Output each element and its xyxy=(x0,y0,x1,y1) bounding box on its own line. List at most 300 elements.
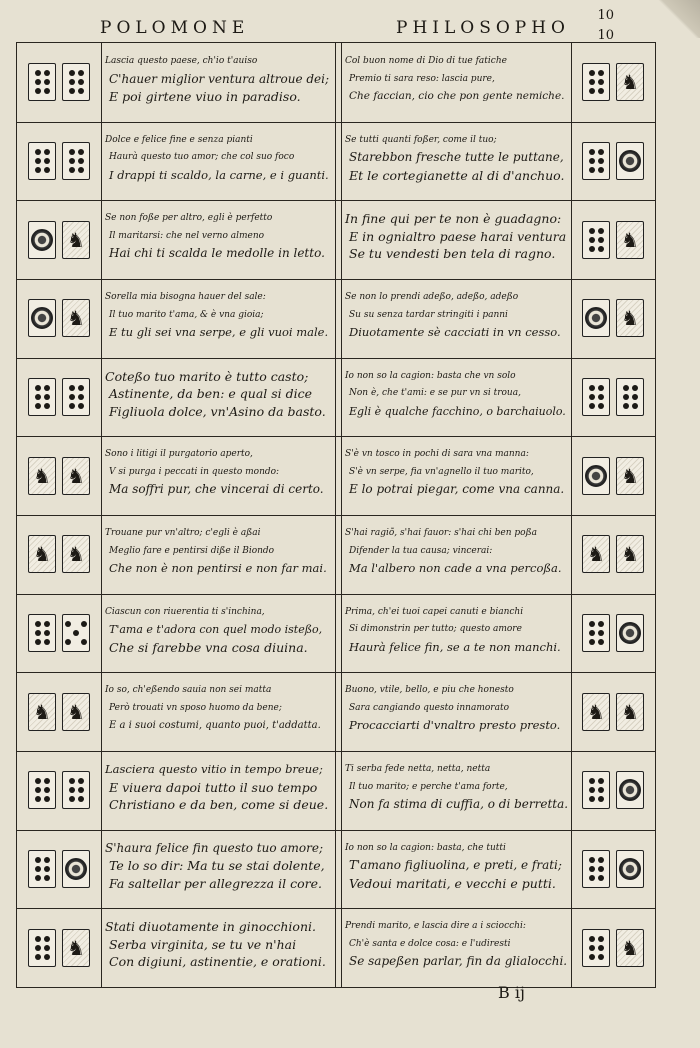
right-stanza xyxy=(345,132,564,185)
verse-line: Che non è non pentirsi e non far mai. xyxy=(109,561,327,575)
verse-line: S'hai ragiõ, s'hai fauor: s'hai chi ben poßa xyxy=(345,528,537,538)
pip xyxy=(589,954,595,960)
pip xyxy=(78,796,84,802)
pip xyxy=(35,954,41,960)
pip xyxy=(44,403,50,409)
right-stanza xyxy=(345,289,561,342)
right-stanza xyxy=(345,368,566,421)
pip xyxy=(589,70,595,76)
row-rule xyxy=(17,751,655,752)
verse-line: Et le cortegianette al di d'anchuo. xyxy=(349,167,565,183)
pip xyxy=(35,630,41,636)
pip xyxy=(44,866,50,872)
verse-line: Con digiuni, astinentie, e orationi. xyxy=(109,954,326,970)
verse-line: E viuera dapoi tutto il suo tempo xyxy=(109,779,318,795)
verse-line: In fine qui per te non è guadagno: xyxy=(345,211,562,227)
left-stanza xyxy=(105,368,326,421)
pip xyxy=(623,394,629,400)
right-lot-cell xyxy=(571,200,655,279)
right-lot-cell xyxy=(571,908,655,987)
running-header xyxy=(100,14,570,42)
pip xyxy=(78,403,84,409)
row-rule xyxy=(17,122,655,123)
pip xyxy=(598,228,604,234)
verse-line: S'è vn serpe, fia vn'agnello il tuo marito, xyxy=(349,466,534,477)
pip xyxy=(598,246,604,252)
right-lot-cell xyxy=(571,594,655,673)
verse-line: Diuotamente sè cacciati in vn cesso. xyxy=(349,325,561,339)
dice-icon xyxy=(616,378,644,416)
dice-icon xyxy=(582,614,610,652)
verse-line: Se non lo prendi adeßo, adeßo, adeßo xyxy=(345,292,519,302)
dice-icon xyxy=(28,142,56,180)
pip xyxy=(69,385,75,391)
figure-glyph: ♞ xyxy=(621,306,639,331)
figure-icon xyxy=(62,693,90,731)
dice-icon xyxy=(62,142,90,180)
pip xyxy=(589,403,595,409)
verse-line: Se tutti quanti foßer, come il tuo; xyxy=(345,134,497,145)
pip xyxy=(78,158,84,164)
coin-disc xyxy=(31,307,53,329)
coin-icon xyxy=(582,457,610,495)
right-lot-cell xyxy=(571,122,655,201)
dice-icon xyxy=(582,850,610,888)
pip xyxy=(35,79,41,85)
coin-disc xyxy=(585,307,607,329)
right-stanza xyxy=(345,761,568,814)
pip xyxy=(598,167,604,173)
pip xyxy=(589,866,595,872)
right-lot-cell xyxy=(571,672,655,751)
pip xyxy=(623,403,629,409)
pip xyxy=(632,403,638,409)
dice-icon xyxy=(582,142,610,180)
pip xyxy=(598,79,604,85)
pip xyxy=(35,88,41,94)
pip xyxy=(69,787,75,793)
figure-icon xyxy=(616,457,644,495)
pip xyxy=(589,88,595,94)
pip xyxy=(35,403,41,409)
left-lot-cell xyxy=(17,672,101,751)
pip xyxy=(44,787,50,793)
verse-line: Col buon nome di Dio di tue fatiche xyxy=(345,56,507,66)
left-stanza xyxy=(105,289,328,342)
figure-glyph: ♞ xyxy=(621,699,639,724)
right-stanza xyxy=(345,918,567,971)
verse-line: E lo potrai piegar, come vna canna. xyxy=(349,482,565,497)
figure-glyph: ♞ xyxy=(67,935,85,960)
left-lot-cell xyxy=(17,43,101,122)
dice-icon xyxy=(582,221,610,259)
verse-line: Se sapeßen parlar, fin da glialocchi. xyxy=(349,954,568,969)
dice-icon xyxy=(62,771,90,809)
left-lot-cell xyxy=(17,515,101,594)
verse-line: Buono, vtile, bello, e piu che honesto xyxy=(345,685,514,696)
verse-line: Ma l'albero non cade a vna percoßa. xyxy=(349,561,562,575)
pip xyxy=(81,639,87,645)
pip xyxy=(598,945,604,951)
figure-icon xyxy=(616,535,644,573)
pip xyxy=(598,630,604,636)
pip xyxy=(623,385,629,391)
pip xyxy=(598,787,604,793)
coin-icon xyxy=(582,299,610,337)
pip xyxy=(589,621,595,627)
figure-glyph: ♞ xyxy=(33,542,51,567)
figure-icon xyxy=(582,535,610,573)
coin-icon xyxy=(28,221,56,259)
right-lot-cell xyxy=(571,436,655,515)
verse-line: Sorella mia bisogna hauer del sale: xyxy=(105,292,266,302)
verse-line: Meglio fare e pentirsi diße il Biondo xyxy=(109,545,275,556)
pip xyxy=(35,394,41,400)
pip xyxy=(35,778,41,784)
pip xyxy=(35,158,41,164)
pip xyxy=(598,158,604,164)
pip xyxy=(73,630,79,636)
coin-icon xyxy=(616,142,644,180)
figure-icon xyxy=(616,299,644,337)
verse-line: Però trouati vn sposo huomo da bene; xyxy=(109,702,282,713)
verse-line: Il tuo marito t'ama, & è vna gioia; xyxy=(109,309,264,320)
verse-line: S'haura felice fin questo tuo amore; xyxy=(105,840,323,855)
figure-icon xyxy=(616,929,644,967)
left-stanza xyxy=(105,918,326,971)
pip xyxy=(35,787,41,793)
pip xyxy=(69,394,75,400)
pip xyxy=(44,954,50,960)
pip xyxy=(69,158,75,164)
pip xyxy=(589,149,595,155)
pip xyxy=(69,778,75,784)
pip xyxy=(78,787,84,793)
pip xyxy=(589,945,595,951)
figure-icon xyxy=(62,457,90,495)
verse-line: Ma soffri pur, che vincerai di certo. xyxy=(109,482,324,497)
dice-icon xyxy=(28,771,56,809)
verse-line: Che si farebbe vna cosa diuina. xyxy=(109,639,308,655)
row-rule xyxy=(17,594,655,595)
verse-line: T'ama e t'adora con quel modo isteßo, xyxy=(109,623,323,637)
page-curl xyxy=(654,0,700,38)
dice-icon xyxy=(62,614,90,652)
pip xyxy=(78,167,84,173)
pip xyxy=(589,857,595,863)
pip xyxy=(69,88,75,94)
pip xyxy=(44,88,50,94)
pip xyxy=(589,237,595,243)
verse-line: Il tuo marito; e perche t'ama forte, xyxy=(349,781,508,792)
left-lot-cell xyxy=(17,358,101,437)
dice-icon xyxy=(62,63,90,101)
verse-line: Fa saltellar per allegrezza il core. xyxy=(109,875,322,891)
coin-disc xyxy=(619,622,641,644)
pip xyxy=(598,403,604,409)
pip xyxy=(598,866,604,872)
right-lot-cell xyxy=(571,43,655,122)
dice-icon xyxy=(28,850,56,888)
pip xyxy=(598,954,604,960)
dice-icon xyxy=(582,771,610,809)
verse-table xyxy=(16,42,656,988)
pip xyxy=(69,79,75,85)
pip xyxy=(81,621,87,627)
pip xyxy=(65,639,71,645)
left-stanza xyxy=(105,840,325,893)
left-stanza xyxy=(105,604,322,657)
left-lot-cell xyxy=(17,122,101,201)
verse-line: E in ognialtro paese harai ventura xyxy=(349,228,567,244)
verse-line: I drappi ti scaldo, la carne, e i guanti. xyxy=(109,167,329,182)
right-lot-cell xyxy=(571,279,655,358)
right-stanza xyxy=(345,840,562,893)
pip xyxy=(598,796,604,802)
verse-line: Lasciera questo vitio in tempo breue; xyxy=(105,762,323,776)
dice-icon xyxy=(28,614,56,652)
figure-glyph: ♞ xyxy=(587,542,605,567)
figure-icon xyxy=(616,693,644,731)
verse-line: Non fa stima di cuffia, o di berretta. xyxy=(349,797,569,811)
left-stanza xyxy=(105,761,328,814)
verse-line: Prendi marito, e lascia dire a i sciocchi: xyxy=(345,921,526,932)
right-stanza xyxy=(345,53,565,106)
verse-line: V si purga i peccati in questo mondo: xyxy=(109,466,280,477)
left-lot-cell xyxy=(17,436,101,515)
verse-line: C'hauer miglior ventura altroue dei; xyxy=(109,71,330,86)
right-stanza xyxy=(345,525,562,578)
pip xyxy=(598,149,604,155)
pip xyxy=(598,88,604,94)
verse-line: Ciascun con riuerentia ti s'inchina, xyxy=(105,606,265,617)
figure-icon xyxy=(616,221,644,259)
left-lot-cell xyxy=(17,830,101,909)
verse-line: Premio ti sara reso: lascia pure, xyxy=(349,73,495,84)
pip xyxy=(589,167,595,173)
coin-icon xyxy=(62,850,90,888)
verse-line: Dolce e felice fine e senza pianti xyxy=(105,134,253,145)
pip xyxy=(44,630,50,636)
verse-line: Io so, ch'eßendo sauia non sei matta xyxy=(105,685,272,696)
verse-line: Io non so la cagion: basta, che tutti xyxy=(345,842,506,853)
verse-line: Ch'è santa e dolce cosa: e l'udiresti xyxy=(349,938,511,949)
verse-line: S'è vn tosco in pochi di sara vna manna: xyxy=(345,449,529,460)
pip xyxy=(35,149,41,155)
verse-line: E a i suoi costumi, quanto puoi, t'addatta. xyxy=(109,720,321,732)
pip xyxy=(589,79,595,85)
coin-icon xyxy=(616,614,644,652)
figure-icon xyxy=(582,693,610,731)
pip xyxy=(35,70,41,76)
pip xyxy=(598,778,604,784)
pip xyxy=(35,875,41,881)
figure-icon xyxy=(28,457,56,495)
dice-icon xyxy=(582,929,610,967)
right-lot-cell xyxy=(571,515,655,594)
pip xyxy=(44,79,50,85)
verse-line: Sono i litigi il purgatorio aperto, xyxy=(105,449,253,460)
pip xyxy=(589,787,595,793)
pip xyxy=(598,639,604,645)
verse-line: Hai chi ti scalda le medolle in letto. xyxy=(109,246,325,261)
signature-mark: B ij xyxy=(498,983,525,1002)
verse-line: Che faccian, cio che pon gente nemiche. xyxy=(349,90,565,102)
verse-line: Starebbon fresche tutte le puttane, xyxy=(349,150,564,165)
pip xyxy=(44,158,50,164)
coin-disc xyxy=(619,150,641,172)
verse-line: Il maritarsi: che nel verno almeno xyxy=(109,230,265,241)
coin-disc xyxy=(65,858,87,880)
figure-glyph: ♞ xyxy=(621,542,639,567)
verse-line: Figliuola dolce, vn'Asino da basto. xyxy=(109,403,326,419)
pip xyxy=(44,778,50,784)
pip xyxy=(44,385,50,391)
right-lot-cell xyxy=(571,830,655,909)
verse-line: Haurà felice fin, se a te non manchi. xyxy=(349,639,561,654)
pip xyxy=(632,394,638,400)
verse-line: Christiano e da ben, come si deue. xyxy=(109,797,329,812)
verse-line: Te lo so dir: Ma tu se stai dolente, xyxy=(109,858,325,874)
verse-line: Difender la tua causa; vincerai: xyxy=(349,545,493,556)
right-stanza xyxy=(345,210,566,263)
pip xyxy=(44,796,50,802)
pip xyxy=(44,621,50,627)
verse-line: Haurà questo tuo amor; che col suo foco xyxy=(109,152,295,163)
verse-line: Coteßo tuo marito è tutto casto; xyxy=(105,368,309,384)
verse-line: Si dimonstrin per tutto; questo amore xyxy=(349,624,522,635)
left-stanza xyxy=(105,53,329,106)
figure-icon xyxy=(62,299,90,337)
row-rule xyxy=(17,908,655,909)
header-right: PHILOSOPHO xyxy=(396,18,570,38)
right-lot-cell xyxy=(571,358,655,437)
verse-line: T'amano figliuolina, e preti, e frati; xyxy=(349,858,562,873)
pip xyxy=(44,167,50,173)
dice-icon xyxy=(28,63,56,101)
figure-icon xyxy=(62,929,90,967)
left-lot-cell xyxy=(17,908,101,987)
pip xyxy=(589,639,595,645)
verse-line: Su su senza tardar stringiti i panni xyxy=(349,309,508,320)
figure-glyph: ♞ xyxy=(33,699,51,724)
pip xyxy=(35,621,41,627)
dice-icon xyxy=(582,378,610,416)
coin-icon xyxy=(616,771,644,809)
left-stanza xyxy=(105,446,324,499)
coin-disc xyxy=(619,779,641,801)
dice-icon xyxy=(582,63,610,101)
pip xyxy=(589,875,595,881)
figure-glyph: ♞ xyxy=(621,227,639,252)
pip xyxy=(598,70,604,76)
left-stanza xyxy=(105,132,329,185)
figure-glyph: ♞ xyxy=(67,227,85,252)
figure-icon xyxy=(28,693,56,731)
figure-icon xyxy=(62,221,90,259)
right-stanza xyxy=(345,604,561,657)
row-rule xyxy=(17,436,655,437)
verse-line: Procacciarti d'vnaltro presto presto. xyxy=(349,718,561,733)
pip xyxy=(35,866,41,872)
pip xyxy=(44,936,50,942)
pip xyxy=(35,796,41,802)
folio-number: 10 xyxy=(597,8,614,23)
figure-glyph: ♞ xyxy=(67,306,85,331)
figure-glyph: ♞ xyxy=(621,935,639,960)
folio-number-secondary: 10 xyxy=(597,28,614,43)
pip xyxy=(589,228,595,234)
pip xyxy=(589,246,595,252)
pip xyxy=(35,945,41,951)
pip xyxy=(78,70,84,76)
pip xyxy=(589,385,595,391)
left-lot-cell xyxy=(17,751,101,830)
figure-icon xyxy=(616,63,644,101)
pip xyxy=(44,149,50,155)
figure-glyph: ♞ xyxy=(621,70,639,95)
pip xyxy=(69,403,75,409)
verse-line: Io non so la cagion: basta che vn solo xyxy=(345,370,516,381)
pip xyxy=(65,621,71,627)
coin-icon xyxy=(616,850,644,888)
verse-line: Astinente, da ben: e qual si dice xyxy=(109,386,313,402)
pip xyxy=(69,796,75,802)
figure-icon xyxy=(28,535,56,573)
right-stanza xyxy=(345,682,560,735)
left-stanza xyxy=(105,682,321,735)
pip xyxy=(78,149,84,155)
row-rule xyxy=(17,358,655,359)
figure-glyph: ♞ xyxy=(67,463,85,488)
left-lot-cell xyxy=(17,279,101,358)
verse-line: E tu gli sei vna serpe, e gli vuoi male. xyxy=(109,325,329,339)
header-left: POLOMONE xyxy=(100,18,250,38)
left-stanza xyxy=(105,210,325,263)
pip xyxy=(589,796,595,802)
pip xyxy=(44,857,50,863)
pip xyxy=(632,385,638,391)
pip xyxy=(44,639,50,645)
verse-line: E poi girtene viuo in paradiso. xyxy=(109,89,301,104)
pip xyxy=(78,88,84,94)
figure-icon xyxy=(62,535,90,573)
verse-line: Se tu vendesti ben tela di ragno. xyxy=(349,246,556,262)
dice-icon xyxy=(28,929,56,967)
pip xyxy=(598,875,604,881)
pip xyxy=(35,857,41,863)
right-stanza xyxy=(345,446,564,499)
coin-icon xyxy=(28,299,56,337)
verse-line: Trouane pur vn'altro; c'egli è aßai xyxy=(105,528,261,538)
coin-disc xyxy=(585,465,607,487)
pip xyxy=(589,630,595,636)
pip xyxy=(35,385,41,391)
pip xyxy=(35,936,41,942)
left-lot-cell xyxy=(17,200,101,279)
row-rule xyxy=(17,830,655,831)
left-lot-cell xyxy=(17,594,101,673)
pip xyxy=(589,158,595,164)
right-lot-cell xyxy=(571,751,655,830)
pip xyxy=(589,778,595,784)
pip xyxy=(35,639,41,645)
figure-glyph: ♞ xyxy=(67,699,85,724)
verse-line: Sara cangiando questo innamorato xyxy=(349,702,509,713)
pip xyxy=(69,149,75,155)
pip xyxy=(589,394,595,400)
verse-line: Vedoui maritati, e vecchi e putti. xyxy=(349,875,556,891)
